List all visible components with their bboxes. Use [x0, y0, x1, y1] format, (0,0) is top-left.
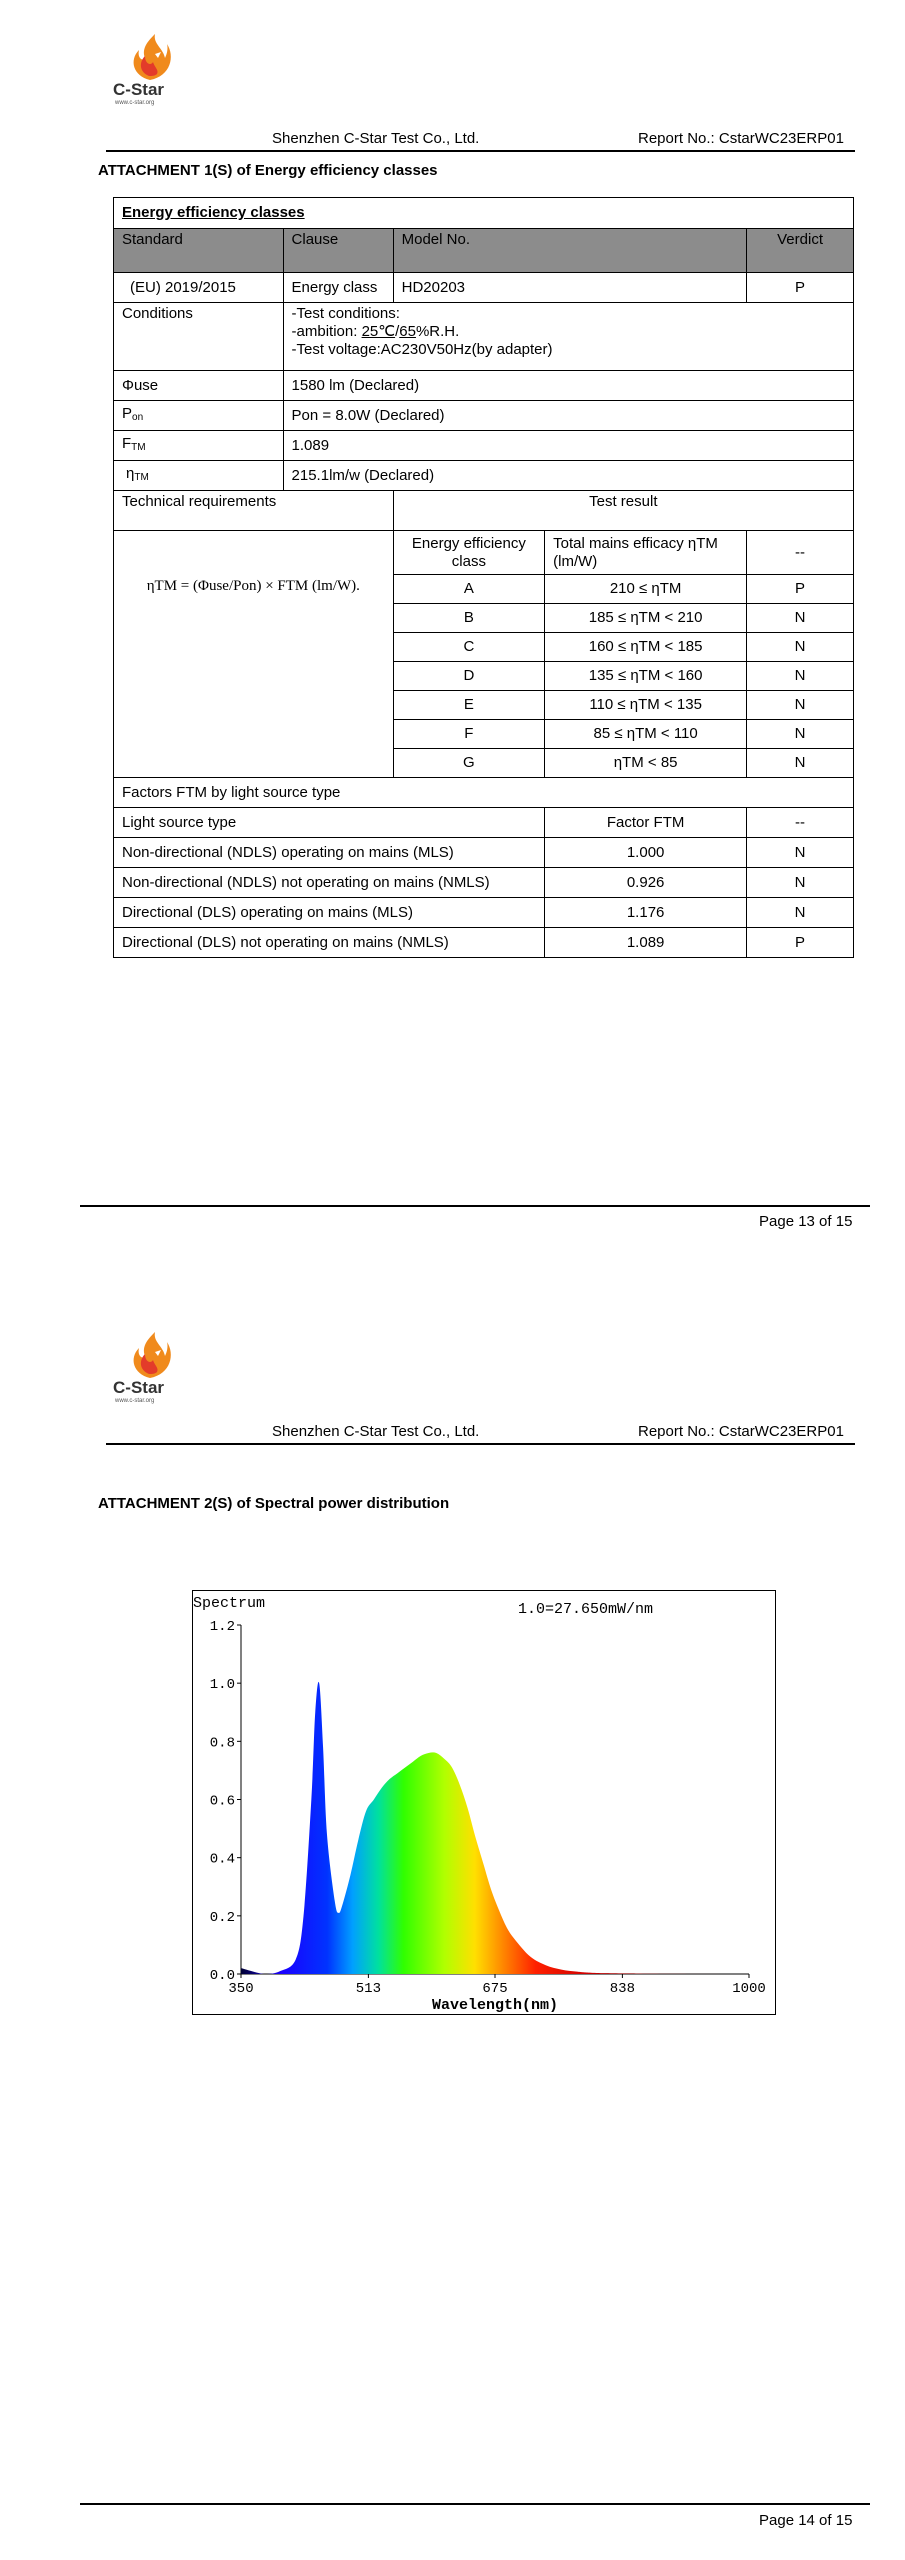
- flame-logo-icon: [125, 1330, 175, 1380]
- pon-label: $P_{on}$: [114, 401, 284, 431]
- x-tick-label: 1000: [732, 1981, 766, 1997]
- y-tick-label: 1.2: [209, 1619, 235, 1635]
- conditions-value: -Test conditions: -ambition: 25℃/65%R.H. -Test voltage:AC230V50Hz(by adapter): [283, 303, 853, 371]
- y-tick-label: 0.4: [209, 1851, 235, 1868]
- class-row: G ηTM < 85 N: [114, 749, 854, 778]
- class-row: E 110 ≤ ηTM < 135 N: [114, 691, 854, 720]
- company-name: Shenzhen C-Star Test Co., Ltd.: [272, 130, 480, 147]
- formula-cell: [114, 531, 394, 778]
- factor-row: Directional (DLS) operating on mains (MLS) 1.176 N: [114, 898, 854, 928]
- class-row: F 85 ≤ ηTM < 110 N: [114, 720, 854, 749]
- page-number: Page 14 of 15: [759, 2512, 853, 2529]
- footer-rule: [80, 2503, 870, 2505]
- factor-row: Directional (DLS) not operating on mains (NMLS) 1.089 P: [114, 928, 854, 958]
- report-number: Report No.: CstarWC23ERP01: [638, 130, 844, 147]
- efficacy-header: Total mains efficacy ηTM (lm/W): [545, 531, 747, 575]
- class-header: Energy efficiency class: [393, 531, 545, 575]
- brand-url: www.c-star.org: [115, 1398, 155, 1404]
- eta-label: $\eta_{TM}$: [114, 461, 284, 491]
- model-value: HD20203: [393, 273, 746, 303]
- ftm-value: 1.089: [283, 431, 853, 461]
- factor-row: Non-directional (NDLS) not operating on mains (NMLS) 0.926 N: [114, 868, 854, 898]
- verdict-value: P: [747, 273, 854, 303]
- header-standard: Standard: [114, 229, 284, 273]
- phi-use-value: 1580 lm (Declared): [283, 371, 853, 401]
- header-rule: [106, 150, 855, 152]
- factor-header-type: Light source type: [114, 808, 545, 838]
- y-tick-label: 1.0: [209, 1677, 235, 1694]
- company-logo: [113, 1328, 183, 1408]
- factors-title: Factors FTM by light source type: [114, 778, 854, 808]
- page-number: Page 13 of 15: [759, 1213, 853, 1230]
- x-axis-label: Wavelength(nm): [431, 1997, 559, 2014]
- chart-title: Spectrum: [193, 1595, 266, 1612]
- spectrum-area: [241, 1682, 749, 1974]
- attachment-title: ATTACHMENT 2(S) of Spectral power distribution: [98, 1495, 450, 1512]
- x-tick-label: 350: [228, 1981, 254, 1997]
- company-name: Shenzhen C-Star Test Co., Ltd.: [272, 1423, 480, 1440]
- clause-value: Energy class: [283, 273, 393, 303]
- header-verdict: Verdict: [747, 229, 854, 273]
- header-model: Model No.: [393, 229, 746, 273]
- factor-row: Non-directional (NDLS) operating on mains (MLS) 1.000 N: [114, 838, 854, 868]
- class-row: B 185 ≤ ηTM < 210 N: [114, 604, 854, 633]
- attachment-title: ATTACHMENT 1(S) of Energy efficiency classes: [98, 162, 438, 179]
- standard-value: (EU) 2019/2015: [114, 273, 284, 303]
- energy-efficiency-table: [113, 197, 854, 958]
- conditions-label: Conditions: [114, 303, 284, 371]
- class-row: D 135 ≤ ηTM < 160 N: [114, 662, 854, 691]
- brand-url: www.c-star.org: [115, 100, 155, 106]
- y-tick-label: 0.0: [209, 1968, 235, 1984]
- header-rule: [106, 1443, 855, 1445]
- pon-value: Pon = 8.0W (Declared): [283, 401, 853, 431]
- y-tick-label: 0.8: [209, 1735, 235, 1752]
- spectrum-plot: [193, 1591, 777, 2016]
- ftm-label: $F_{TM}$: [114, 431, 284, 461]
- chart-annotation: 1.0=27.650mW/nm: [518, 1601, 654, 1618]
- tech-req-label: Technical requirements: [114, 491, 394, 531]
- y-tick-label: 0.2: [209, 1909, 235, 1926]
- flame-logo-icon: [125, 32, 175, 82]
- header-clause: Clause: [283, 229, 393, 273]
- spectrum-chart: [192, 1590, 776, 2015]
- x-tick-label: 675: [482, 1981, 508, 1997]
- y-tick-label: 0.6: [209, 1793, 235, 1810]
- phi-use-label: Φuse: [114, 371, 284, 401]
- efficacy-formula: ηTM = (Φuse/Pon) × FTM (lm/W).: [146, 578, 360, 594]
- class-verdict-header: --: [747, 531, 854, 575]
- factor-header-verdict: --: [747, 808, 854, 838]
- report-number: Report No.: CstarWC23ERP01: [638, 1423, 844, 1440]
- brand-name: C-Star: [113, 1378, 165, 1397]
- brand-name: C-Star: [113, 80, 165, 99]
- section-title: Energy efficiency classes: [114, 198, 854, 229]
- footer-rule: [80, 1205, 870, 1207]
- x-tick-label: 838: [609, 1981, 636, 1997]
- company-logo: [113, 30, 183, 110]
- factor-header-factor: Factor FTM: [545, 808, 747, 838]
- class-row: A 210 ≤ ηTM P: [114, 575, 854, 604]
- class-row: C 160 ≤ ηTM < 185 N: [114, 633, 854, 662]
- x-tick-label: 513: [355, 1981, 382, 1997]
- eta-value: 215.1lm/w (Declared): [283, 461, 853, 491]
- test-result-label: Test result: [393, 491, 853, 531]
